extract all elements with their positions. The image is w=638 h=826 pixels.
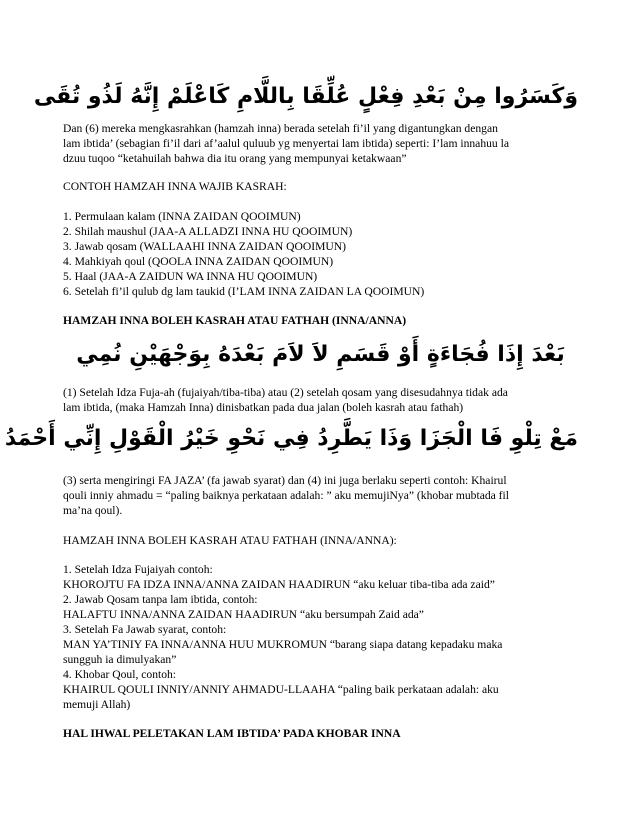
list-item: memuji Allah) bbox=[63, 698, 131, 711]
list-item: KHOROJTU FA IDZA INNA/ANNA ZAIDAN HAADIRUN “aku keluar tiba-tiba ada zaid” bbox=[63, 578, 495, 591]
paragraph-line: ma’na qoul). bbox=[63, 504, 123, 517]
list-item: HALAFTU INNA/ANNA ZAIDAN HAADIRUN “aku bersumpah Zaid ada” bbox=[63, 608, 424, 621]
list-item: 1. Permulaan kalam (INNA ZAIDAN QOOIMUN) bbox=[63, 210, 301, 223]
paragraph-line: Dan (6) mereka mengkasrahkan (hamzah inna) berada setelah fi’il yang digantungkan dengan bbox=[63, 122, 498, 135]
list-item: 3. Setelah Fa Jawab syarat, contoh: bbox=[63, 623, 227, 636]
arabic-verse-2: بَعْدَ إِذَا فُجَاءَةٍ أَوْ قَسَمِ لاَ لاَمَ بَعْدَهُ بِوَجْهَيْنِ نُمِي bbox=[76, 342, 565, 367]
list-item: 3. Jawab qosam (WALLAAHI INNA ZAIDAN QOOIMUN) bbox=[63, 240, 347, 253]
paragraph-line: dzuu tuqoo “ketahuilah bahwa dia itu orang yang mempunyai ketakwaan” bbox=[63, 152, 407, 165]
list-item: sungguh ia dimulyakan” bbox=[63, 653, 177, 666]
list-item: MAN YA’TINIY FA INNA/ANNA HUU MUKROMUN “barang siapa datang kepadaku maka bbox=[63, 638, 503, 651]
contoh-heading: CONTOH HAMZAH INNA WAJIB KASRAH: bbox=[63, 180, 287, 193]
section-heading-kasrah-fathah: HAMZAH INNA BOLEH KASRAH ATAU FATHAH (INNA/ANNA) bbox=[63, 314, 407, 327]
paragraph-line: lam ibtida’ (sebagian fi’il dari af’aalul quluub yg menyertai lam ibtida) seperti: I’lam innahuu la bbox=[63, 137, 509, 150]
paragraph-line: lam ibtida, (maka Hamzah Inna) dinisbatkan pada dua jalan (boleh kasrah atau fathah) bbox=[63, 401, 464, 414]
list-item: 2. Jawab Qosam tanpa lam ibtida, contoh: bbox=[63, 593, 258, 606]
arabic-verse-3: مَعْ تِلْوِ فَا الْجَزَا وَذَا يَطَّرِدُ فِي نَحْوِ خَيْرُ الْقَوْلِ إِنِّي أَحْمَدُ bbox=[4, 426, 578, 451]
list-item: 4. Khobar Qoul, contoh: bbox=[63, 668, 177, 681]
list-item: 6. Setelah fi’il qulub dg lam taukid (I’LAM INNA ZAIDAN LA QOOIMUN) bbox=[63, 285, 425, 298]
list-item: 2. Shilah maushul (JAA-A ALLADZI INNA HU QOOIMUN) bbox=[63, 225, 353, 238]
arabic-verse-1: وَكَسَرُوا مِنْ بَعْدِ فِعْلٍ عُلِّقَا بِاللَّامِ كَاعْلَمْ إِنَّهُ لَذُو تُقَى bbox=[33, 84, 578, 109]
paragraph-line: (1) Setelah Idza Fuja-ah (fujaiyah/tiba-tiba) atau (2) setelah qosam yang disesudahnya tidak ada bbox=[63, 386, 508, 399]
paragraph-line: qouli inniy ahmadu = “paling baiknya perkataan adalah: ” aku memujiNya” (khobar mubtada fil bbox=[63, 489, 509, 502]
list-item: 1. Setelah Idza Fujaiyah contoh: bbox=[63, 563, 213, 576]
paragraph-line: (3) serta mengiringi FA JAZA’ (fa jawab syarat) dan (4) ini juga berlaku seperti contoh: Khairul bbox=[63, 474, 507, 487]
section-heading-lam-ibtida: HAL IHWAL PELETAKAN LAM IBTIDA’ PADA KHOBAR INNA bbox=[63, 727, 401, 740]
list-item: 4. Mahkiyah qoul (QOOLA INNA ZAIDAN QOOIMUN) bbox=[63, 255, 334, 268]
section-heading-examples: HAMZAH INNA BOLEH KASRAH ATAU FATHAH (INNA/ANNA): bbox=[63, 534, 397, 547]
list-item: KHAIRUL QOULI INNIY/ANNIY AHMADU-LLAAHA “paling baik perkataan adalah: aku bbox=[63, 683, 499, 696]
list-item: 5. Haal (JAA-A ZAIDUN WA INNA HU QOOIMUN) bbox=[63, 270, 318, 283]
